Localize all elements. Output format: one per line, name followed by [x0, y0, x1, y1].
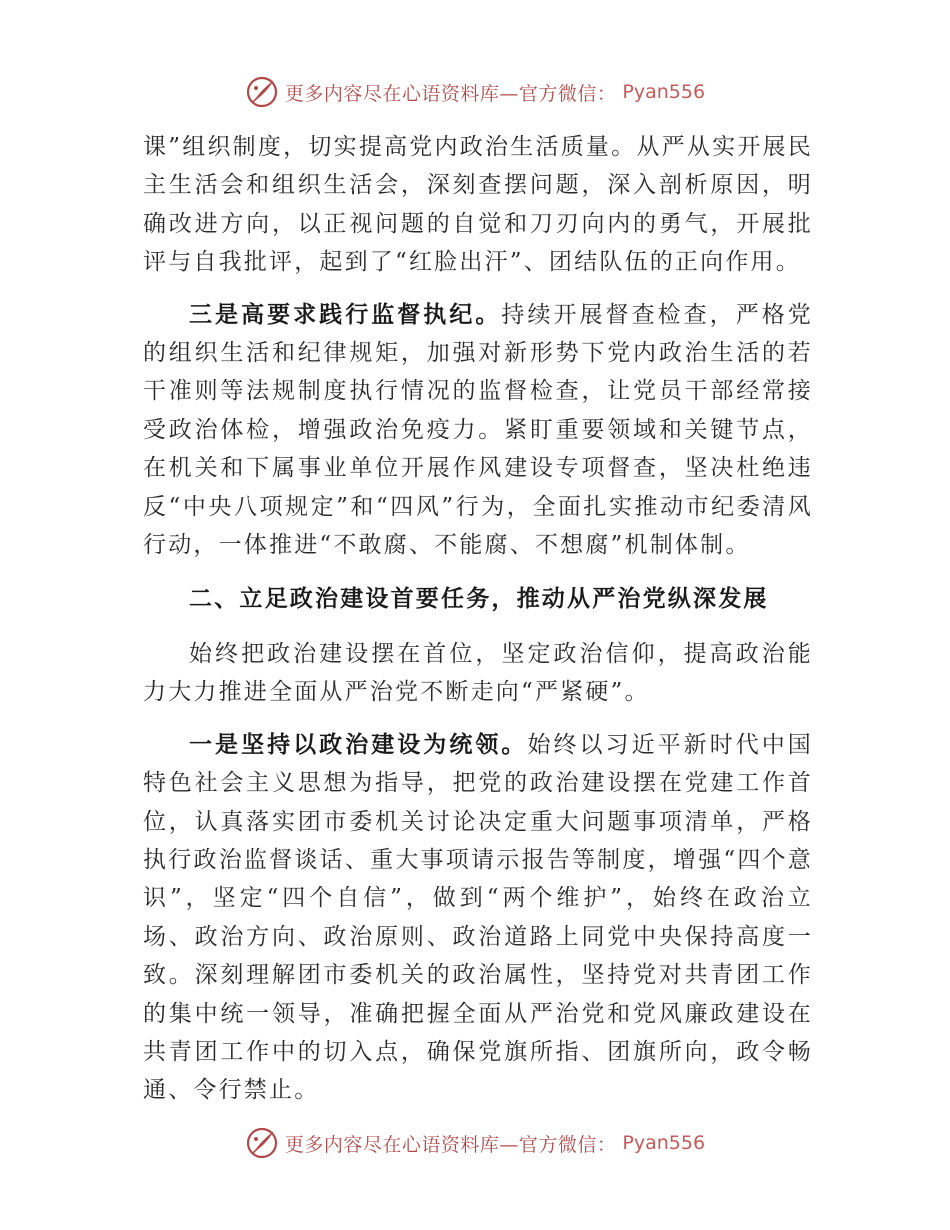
- quill-logo-icon: [245, 75, 279, 109]
- watermark-slogan: 更多内容尽在心语资料库—官方微信：: [284, 1133, 617, 1156]
- paragraph-text: 持续开展督查检查，严格党的组织生活和纪律规矩，加强对新形势下党内政治生活的若干准则等法规制度执行情况的监督检查，让党员干部经常接受政治体检，增强政治免疫力。紧盯重要领域和关键节点，在机关和下属事业单位开展作风建设专项督查，坚决杜绝违反“中央八项规定”和“四风”行为，全面扎实推动市纪委清风行动，一体推进“不敢腐、不能腐、不想腐”机制体制。: [143, 301, 813, 559]
- paragraph-political-building: [143, 726, 813, 1110]
- watermark-wechat-id: Pyan556: [622, 81, 706, 103]
- paragraph-continuation: 课”组织制度，切实提高党内政治生活质量。从严从实开展民主生活会和组织生活会，深刻查摆问题，深入剖析原因，明确改进方向，以正视问题的自觉和刀刃向内的勇气，开展批评与自我批评，起到了“红脸出汗”、团结队伍的正向作用。: [143, 134, 813, 276]
- paragraph-intro: 始终把政治建设摆在首位，坚定政治信仰，提高政治能力大力推进全面从严治党不断走向“严紧硬”。: [143, 640, 813, 706]
- section-heading: 二、立足政治建设首要任务，推动从严治党纵深发展: [189, 585, 769, 613]
- document-body: [143, 128, 813, 1110]
- watermark-wechat-id: Pyan556: [622, 1132, 706, 1154]
- paragraph-supervision: [143, 296, 813, 565]
- watermark-slogan: 更多内容尽在心语资料库—官方微信：: [284, 82, 617, 105]
- paragraph-lead-heading: 一是坚持以政治建设为统领。: [189, 730, 528, 758]
- quill-logo-icon: [245, 1126, 279, 1160]
- footer-watermark-banner: [0, 1123, 950, 1163]
- header-watermark-banner: [0, 72, 950, 112]
- paragraph-text: 始终以习近平新时代中国特色社会主义思想为指导，把党的政治建设摆在党建工作首位，认真落实团市委机关讨论决定重大问题事项清单，严格执行政治监督谈话、重大事项请示报告等制度，增强“四个意识”，坚定“四个自信”，做到“两个维护”，始终在政治立场、政治方向、政治原则、政治道路上同党中央保持高度一致。深刻理解团市委机关的政治属性，坚持党对共青团工作的集中统一领导，准确把握全面从严治党和党风廉政建设在共青团工作中的切入点，确保党旗所指、团旗所向，政令畅通、令行禁止。: [143, 731, 813, 1104]
- paragraph-lead-heading: 三是高要求践行监督执纪。: [189, 300, 502, 328]
